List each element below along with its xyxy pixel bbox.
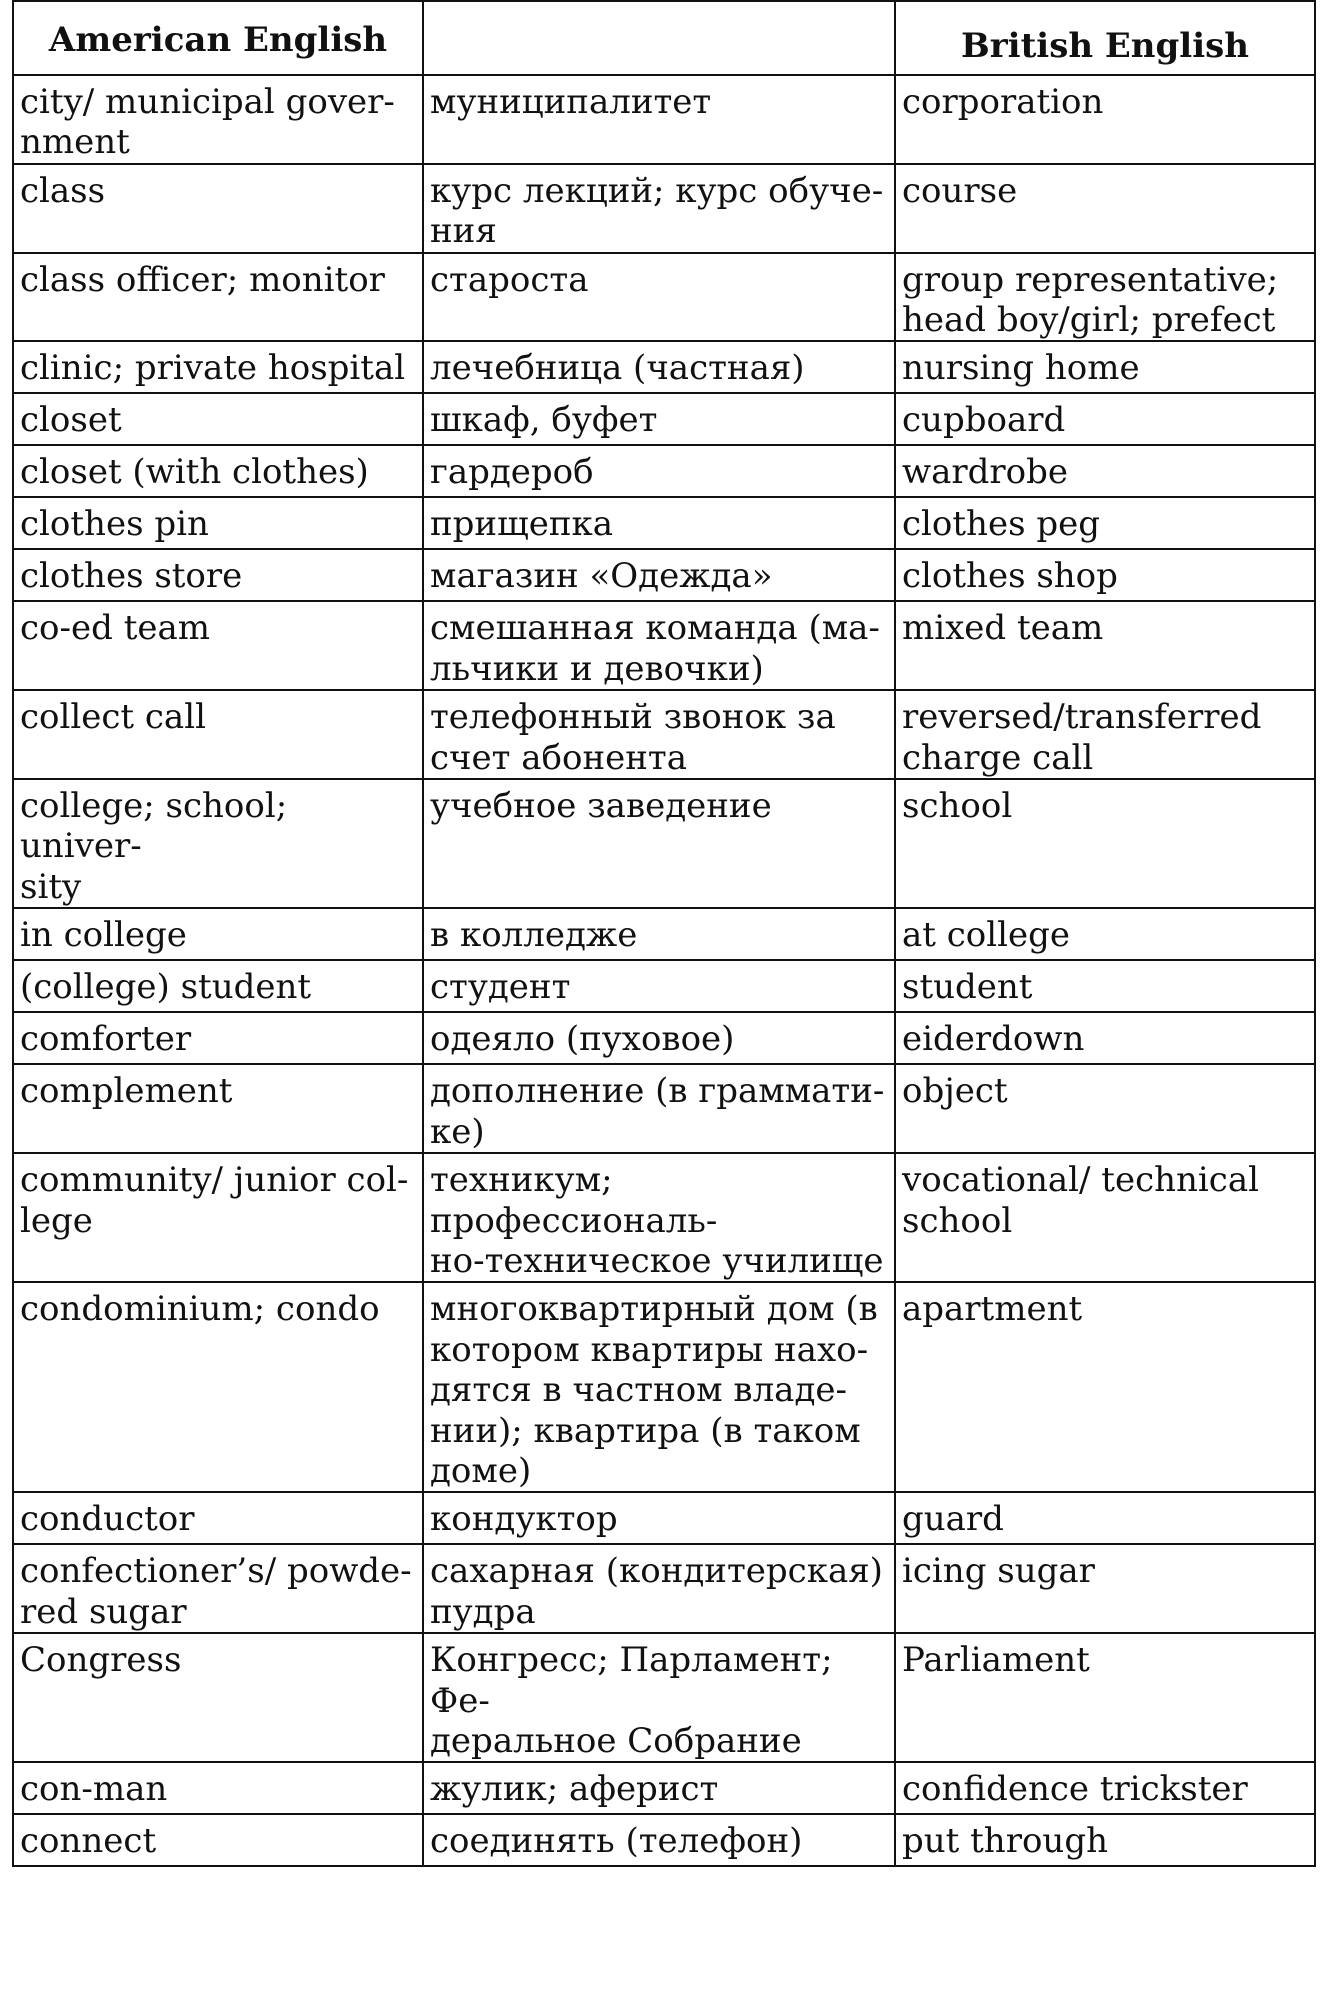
header-american-english: American English: [13, 1, 423, 75]
british-term: clothes shop: [895, 549, 1315, 601]
russian-translation: смешанная команда (ма- льчики и девочки): [423, 601, 895, 690]
russian-translation: жулик; аферист: [423, 1762, 895, 1814]
american-term: Congress: [13, 1633, 423, 1762]
british-term: Parliament: [895, 1633, 1315, 1762]
american-term: city/ municipal gover- nment: [13, 75, 423, 164]
american-term: conductor: [13, 1492, 423, 1544]
british-term: mixed team: [895, 601, 1315, 690]
russian-translation: староста: [423, 253, 895, 342]
table-row: [13, 253, 1315, 342]
british-term: cupboard: [895, 393, 1315, 445]
table-body: [13, 75, 1315, 1866]
american-term: clothes pin: [13, 497, 423, 549]
russian-translation: техникум; профессиональ- но-техническое училище: [423, 1153, 895, 1282]
russian-translation: одеяло (пуховое): [423, 1012, 895, 1064]
table-row: [13, 1282, 1315, 1492]
british-term: clothes peg: [895, 497, 1315, 549]
russian-translation: учебное заведение: [423, 779, 895, 908]
american-term: con-man: [13, 1762, 423, 1814]
russian-translation: дополнение (в граммати- ке): [423, 1064, 895, 1153]
american-term: co-ed team: [13, 601, 423, 690]
table-row: [13, 445, 1315, 497]
russian-translation: прищепка: [423, 497, 895, 549]
table-row: [13, 601, 1315, 690]
american-term: in college: [13, 908, 423, 960]
british-term: corporation: [895, 75, 1315, 164]
american-term: class: [13, 164, 423, 253]
british-term: group representative; head boy/girl; prefect: [895, 253, 1315, 342]
header-british-english: British English: [895, 1, 1315, 75]
american-term: connect: [13, 1814, 423, 1866]
table-row: [13, 75, 1315, 164]
american-term: community/ junior col- lege: [13, 1153, 423, 1282]
russian-translation: шкаф, буфет: [423, 393, 895, 445]
british-term: nursing home: [895, 341, 1315, 393]
table-row: [13, 549, 1315, 601]
american-term: collect call: [13, 690, 423, 779]
russian-translation: сахарная (кондитерская) пудра: [423, 1544, 895, 1633]
header-russian: [423, 1, 895, 75]
table-row: [13, 1814, 1315, 1866]
table-row: [13, 960, 1315, 1012]
russian-translation: соединять (телефон): [423, 1814, 895, 1866]
british-term: eiderdown: [895, 1012, 1315, 1064]
british-term: confidence trickster: [895, 1762, 1315, 1814]
british-term: icing sugar: [895, 1544, 1315, 1633]
american-term: confectioner’s/ powde- red sugar: [13, 1544, 423, 1633]
american-term: closet: [13, 393, 423, 445]
russian-translation: студент: [423, 960, 895, 1012]
table-row: [13, 1153, 1315, 1282]
british-term: student: [895, 960, 1315, 1012]
russian-translation: магазин «Одежда»: [423, 549, 895, 601]
american-term: closet (with clothes): [13, 445, 423, 497]
british-term: school: [895, 779, 1315, 908]
russian-translation: кондуктор: [423, 1492, 895, 1544]
american-term: complement: [13, 1064, 423, 1153]
russian-translation: в колледже: [423, 908, 895, 960]
table-row: [13, 1544, 1315, 1633]
british-term: put through: [895, 1814, 1315, 1866]
russian-translation: гардероб: [423, 445, 895, 497]
table-row: [13, 1633, 1315, 1762]
russian-translation: лечебница (частная): [423, 341, 895, 393]
american-term: college; school; univer- sity: [13, 779, 423, 908]
american-term: condominium; condo: [13, 1282, 423, 1492]
british-term: wardrobe: [895, 445, 1315, 497]
table-row: [13, 341, 1315, 393]
table-row: [13, 164, 1315, 253]
table-row: [13, 908, 1315, 960]
russian-translation: Конгресс; Парламент; Фе- деральное Собрание: [423, 1633, 895, 1762]
vocabulary-table: [12, 0, 1316, 1867]
table-row: [13, 497, 1315, 549]
table-row: [13, 393, 1315, 445]
table-row: [13, 690, 1315, 779]
american-term: class officer; monitor: [13, 253, 423, 342]
american-term: clinic; private hospital: [13, 341, 423, 393]
british-term: guard: [895, 1492, 1315, 1544]
header-row: [13, 1, 1315, 75]
russian-translation: муниципалитет: [423, 75, 895, 164]
table-row: [13, 779, 1315, 908]
british-term: course: [895, 164, 1315, 253]
british-term: object: [895, 1064, 1315, 1153]
table-row: [13, 1064, 1315, 1153]
american-term: comforter: [13, 1012, 423, 1064]
british-term: reversed/transferred charge call: [895, 690, 1315, 779]
table-row: [13, 1012, 1315, 1064]
russian-translation: телефонный звонок за счет абонента: [423, 690, 895, 779]
american-term: clothes store: [13, 549, 423, 601]
russian-translation: курс лекций; курс обуче- ния: [423, 164, 895, 253]
british-term: apartment: [895, 1282, 1315, 1492]
american-term: (college) student: [13, 960, 423, 1012]
british-term: vocational/ technical school: [895, 1153, 1315, 1282]
british-term: at college: [895, 908, 1315, 960]
table-row: [13, 1492, 1315, 1544]
table-row: [13, 1762, 1315, 1814]
russian-translation: многоквартирный дом (в котором квартиры нахо- дятся в частном владе- нии); квартира (в таком доме): [423, 1282, 895, 1492]
